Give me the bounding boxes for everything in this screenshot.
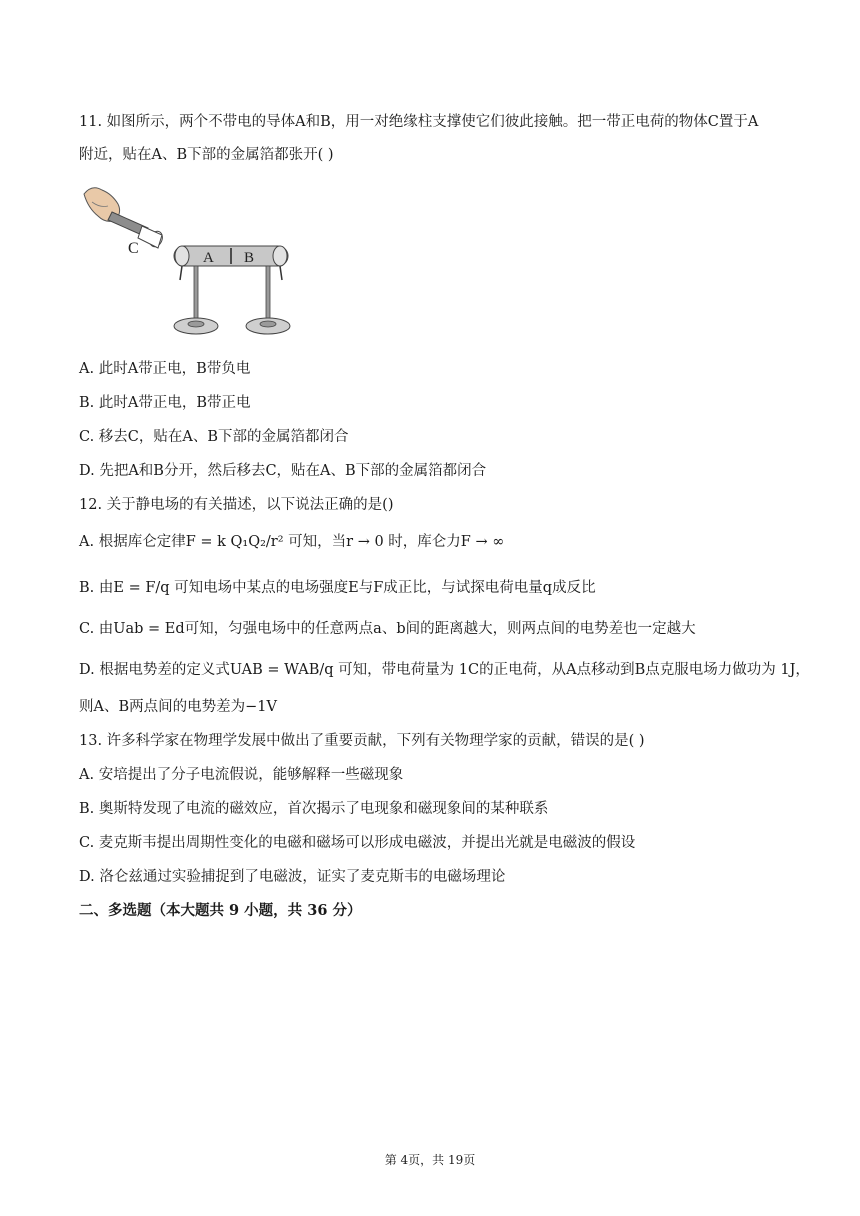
q12-option-d-continued: 则A、B两点间的电势差为−1V [79,699,277,715]
foil-b [280,266,282,280]
foil-a [180,266,182,280]
q11-option-a: A. 此时A带正电，B带负电 [79,361,251,377]
q13-stem: 13. 许多科学家在物理学发展中做出了重要贡献，下列有关物理学家的贡献，错误的是( ) [79,733,645,749]
q11-figure [78,180,298,345]
label-a: A [203,250,214,266]
q12-option-d: D. 根据电势差的定义式UAB = WAB/q 可知，带电荷量为 1C的正电荷，从A点移动到B点克服电场力做功为 1J， [79,662,810,678]
q11-stem-line1: 11. 如图所示，两个不带电的导体A和B，用一对绝缘柱支撑使它们彼此接触。把一带正电荷的物体C置于A [79,114,759,130]
q13-option-a: A. 安培提出了分子电流假说，能够解释一些磁现象 [79,767,404,783]
conductor-apparatus-illustration [78,180,298,345]
q12-option-b: B. 由E = F/q 可知电场中某点的电场强度E与F成正比，与试探电荷电量q成反比 [79,580,596,596]
q11-stem-line2: 附近，贴在A、B下部的金属箔都张开( ) [79,147,334,163]
stand-b [266,266,270,324]
q13-option-b: B. 奥斯特发现了电流的磁效应，首次揭示了电现象和磁现象间的某种联系 [79,801,549,817]
q12-option-a: A. 根据库仑定律F = k Q₁Q₂/r² 可知，当r → 0 时，库仑力F → ∞ [79,534,505,550]
q11-option-c: C. 移去C，贴在A、B下部的金属箔都闭合 [79,429,349,445]
section-heading: 二、多选题（本大题共 9 小题，共 36 分） [79,902,362,919]
stand-a [194,266,198,324]
q12-option-c: C. 由Uab = Ed可知，匀强电场中的任意两点a、b间的距离越大，则两点间的电势差也一定越大 [79,621,696,637]
q11-option-d: D. 先把A和B分开，然后移去C，贴在A、B下部的金属箔都闭合 [79,463,487,479]
charged-object-c [138,226,162,248]
q11-option-b: B. 此时A带正电，B带正电 [79,395,251,411]
q13-option-c: C. 麦克斯韦提出周期性变化的电磁和磁场可以形成电磁波，并提出光就是电磁波的假设 [79,835,636,851]
page-footer: 第 4页，共 19页 [384,1153,476,1167]
q12-stem: 12. 关于静电场的有关描述，以下说法正确的是() [79,497,394,513]
label-c: C [128,240,139,257]
label-b: B [244,250,255,266]
q13-option-d: D. 洛仑兹通过实验捕捉到了电磁波，证实了麦克斯韦的电磁场理论 [79,869,506,885]
